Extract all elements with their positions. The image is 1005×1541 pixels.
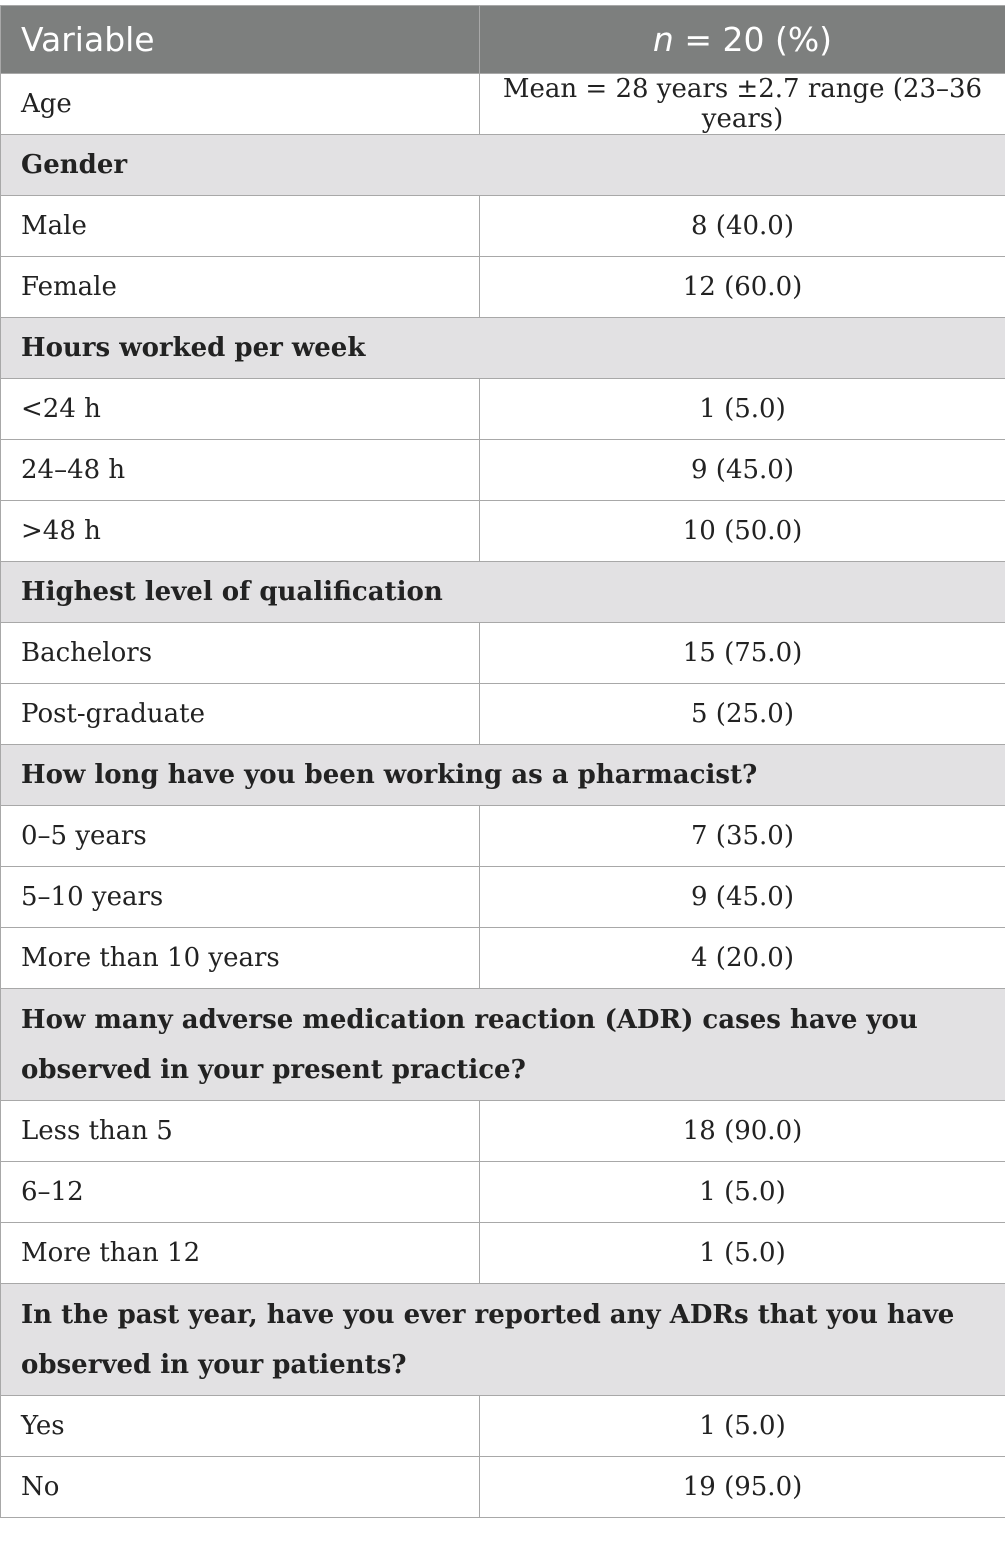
row-label: >48 h <box>1 501 480 562</box>
row-label: 6–12 <box>1 1162 480 1223</box>
row-label: No <box>1 1457 480 1518</box>
row-label: Male <box>1 196 480 257</box>
table-row <box>1 196 1005 257</box>
row-value: 4 (20.0) <box>480 928 1005 989</box>
section-row <box>1 1284 1005 1396</box>
row-label: 5–10 years <box>1 867 480 928</box>
table-row <box>1 501 1005 562</box>
section-heading: How many adverse medication reaction (ADR) cases have you observed in your present practice? <box>1 989 1005 1101</box>
row-value: 12 (60.0) <box>480 257 1005 318</box>
row-label: <24 h <box>1 379 480 440</box>
table-row <box>1 684 1005 745</box>
table-row <box>1 623 1005 684</box>
table-row <box>1 1223 1005 1284</box>
row-value: Mean = 28 years ±2.7 range (23–36 years) <box>480 74 1005 135</box>
section-row <box>1 318 1005 379</box>
section-heading: Hours worked per week <box>1 318 1005 379</box>
column-header-variable: Variable <box>1 6 480 74</box>
section-heading: Highest level of qualification <box>1 562 1005 623</box>
table-row <box>1 74 1005 135</box>
row-value: 1 (5.0) <box>480 1396 1005 1457</box>
row-label: Age <box>1 74 480 135</box>
row-value: 5 (25.0) <box>480 684 1005 745</box>
row-value: 1 (5.0) <box>480 1162 1005 1223</box>
row-value: 15 (75.0) <box>480 623 1005 684</box>
section-row <box>1 745 1005 806</box>
column-header-n-rest: = 20 (%) <box>673 20 833 59</box>
row-label: Female <box>1 257 480 318</box>
row-label: 24–48 h <box>1 440 480 501</box>
table-row <box>1 806 1005 867</box>
table-row <box>1 928 1005 989</box>
table-row <box>1 867 1005 928</box>
row-value: 9 (45.0) <box>480 867 1005 928</box>
section-heading: In the past year, have you ever reported any ADRs that you have observed in your patients? <box>1 1284 1005 1396</box>
row-value: 9 (45.0) <box>480 440 1005 501</box>
column-header-n: n <box>652 20 674 59</box>
row-label: Yes <box>1 1396 480 1457</box>
section-row <box>1 135 1005 196</box>
row-value: 1 (5.0) <box>480 1223 1005 1284</box>
section-row <box>1 989 1005 1101</box>
row-value: 10 (50.0) <box>480 501 1005 562</box>
demographics-table <box>0 5 1005 1518</box>
row-value: 1 (5.0) <box>480 379 1005 440</box>
table-row <box>1 440 1005 501</box>
table-row <box>1 1457 1005 1518</box>
row-label: More than 10 years <box>1 928 480 989</box>
row-label: 0–5 years <box>1 806 480 867</box>
table-row <box>1 1396 1005 1457</box>
row-value: 18 (90.0) <box>480 1101 1005 1162</box>
column-header-count <box>480 6 1005 74</box>
section-heading: How long have you been working as a pharmacist? <box>1 745 1005 806</box>
row-label: More than 12 <box>1 1223 480 1284</box>
section-row <box>1 562 1005 623</box>
table-row <box>1 257 1005 318</box>
row-label: Less than 5 <box>1 1101 480 1162</box>
section-heading: Gender <box>1 135 1005 196</box>
table-row <box>1 379 1005 440</box>
table-row <box>1 1162 1005 1223</box>
table-body <box>1 74 1005 1518</box>
row-label: Post-graduate <box>1 684 480 745</box>
row-value: 8 (40.0) <box>480 196 1005 257</box>
row-value: 19 (95.0) <box>480 1457 1005 1518</box>
table-row <box>1 1101 1005 1162</box>
table-header-row <box>1 6 1005 74</box>
row-value: 7 (35.0) <box>480 806 1005 867</box>
row-label: Bachelors <box>1 623 480 684</box>
